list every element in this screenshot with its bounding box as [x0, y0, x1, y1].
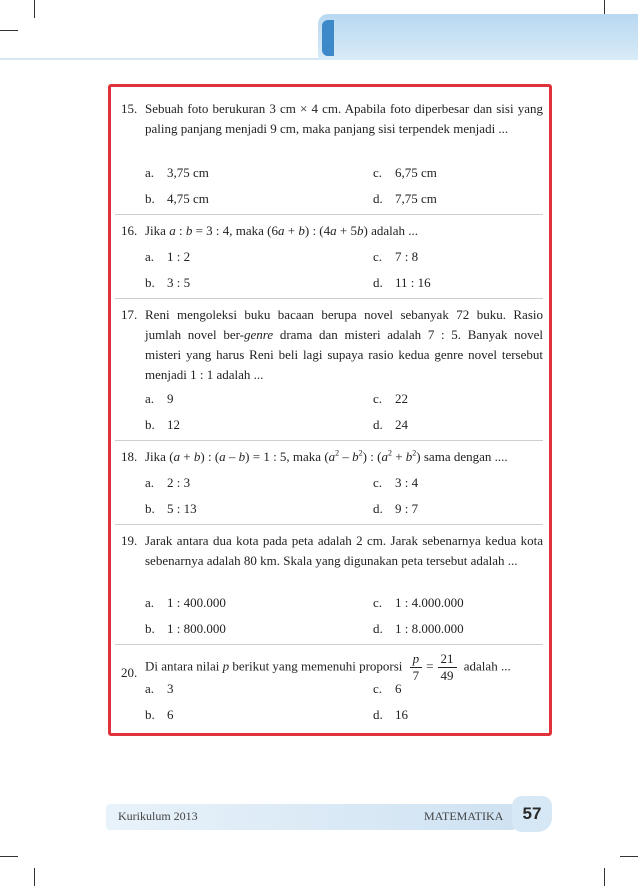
question-20 — [121, 651, 541, 695]
header-tab — [318, 14, 638, 60]
crop-mark — [34, 0, 35, 18]
page-number: 57 — [512, 796, 552, 832]
option-b[interactable]: b. 3 : 5 — [145, 275, 191, 290]
option-c[interactable]: c. 7 : 8 — [373, 249, 419, 264]
separator — [115, 214, 543, 215]
option-b[interactable]: b. 12 — [145, 417, 180, 432]
question-number: 19. — [121, 533, 138, 548]
crop-mark — [604, 868, 605, 886]
question-text: Jika (a + b) : (a – b) = 1 : 5, maka $(a^2 - b^2)$ : $(a^2 + b^2)$ sama dengan .... — [145, 448, 508, 464]
option-b[interactable]: b. 5 : 13 — [145, 501, 197, 516]
option-c[interactable]: c. 3 : 4 — [373, 475, 419, 490]
separator — [115, 298, 543, 299]
question-text: Di antara nilai p berikut yang memenuhi proporsi $\frac{p}{7}$ = $\frac{21}{49}$ adalah ... — [145, 651, 511, 683]
question-text: Reni mengoleksi buku bacaan berupa novel sebanyak 72 buku. Rasio jumlah novel ber-genre drama dan misteri adalah 7 : 5. Banyak novel misteri yang harus Reni beli lagi supaya rasio kedua genre novel tersebut menjadi 1 : 1 adalah ... — [145, 307, 544, 382]
question-text: Jika a : b = 3 : 4, maka (6a + b) : (4a + 5b) adalah ... — [145, 223, 418, 238]
footer-curriculum: Kurikulum 2013 — [118, 809, 198, 823]
option-d[interactable]: d. 7,75 cm — [373, 191, 437, 206]
question-number: 17. — [121, 307, 138, 322]
question-box — [108, 84, 552, 736]
separator — [115, 440, 543, 441]
fraction-p-over-7: $\frac{p}{7}$ — [410, 651, 423, 684]
option-b[interactable]: b. 6 — [145, 707, 174, 722]
option-a[interactable]: a. 1 : 2 — [145, 249, 191, 264]
option-b[interactable]: b. 4,75 cm — [145, 191, 209, 206]
question-text: Sebuah foto berukuran 3 cm × 4 cm. Apabila foto diperbesar dan sisi yang paling panjang menjadi 9 cm, maka panjang sisi terpendek menjadi ... — [145, 101, 543, 136]
option-a[interactable]: a. 3,75 cm — [145, 165, 209, 180]
option-b[interactable]: b. 1 : 800.000 — [145, 621, 226, 636]
crop-mark — [0, 856, 18, 857]
question-number: 16. — [121, 223, 138, 238]
option-c[interactable]: c. 6 — [373, 681, 402, 696]
option-d[interactable]: d. 24 — [373, 417, 408, 432]
separator — [115, 524, 543, 525]
option-c[interactable]: c. 6,75 cm — [373, 165, 437, 180]
question-number: 20. — [121, 665, 138, 680]
option-a[interactable]: a. 1 : 400.000 — [145, 595, 226, 610]
separator — [115, 644, 543, 645]
crop-mark — [34, 868, 35, 886]
option-d[interactable]: d. 11 : 16 — [373, 275, 431, 290]
option-d[interactable]: d. 16 — [373, 707, 408, 722]
question-number: 15. — [121, 101, 138, 116]
footer-subject: MATEMATIKA — [424, 809, 504, 823]
fraction-21-over-49: $\frac{21}{49}$ — [438, 651, 457, 684]
question-number: 18. — [121, 449, 138, 464]
option-a[interactable]: a. 9 — [145, 391, 174, 406]
question-text: Jarak antara dua kota pada peta adalah 2 cm. Jarak sebenarnya kedua kota sebenarnya adalah 80 km. Skala yang digunakan peta tersebut adalah ... — [145, 533, 543, 568]
option-a[interactable]: a. 3 — [145, 681, 174, 696]
crop-mark — [620, 856, 638, 857]
option-a[interactable]: a. 2 : 3 — [145, 475, 191, 490]
option-c[interactable]: c. 1 : 4.000.000 — [373, 595, 464, 610]
option-d[interactable]: d. 9 : 7 — [373, 501, 419, 516]
option-d[interactable]: d. 1 : 8.000.000 — [373, 621, 464, 636]
crop-mark — [0, 30, 18, 31]
option-c[interactable]: c. 22 — [373, 391, 408, 406]
